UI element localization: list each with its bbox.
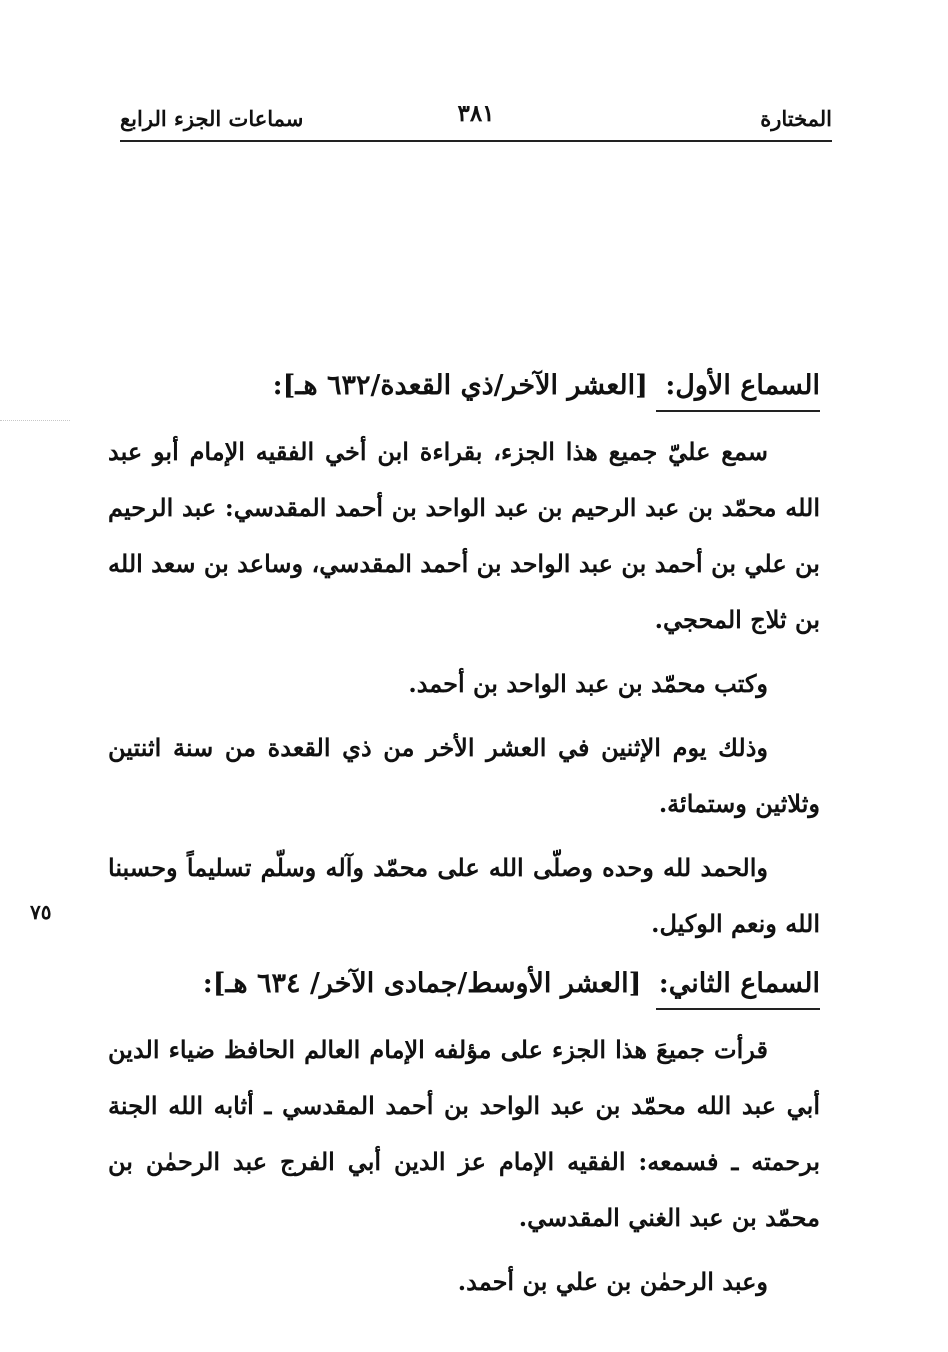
paragraph: وكتب محمّد بن عبد الواحد بن أحمد. xyxy=(408,669,768,698)
section-heading-date: [العشر الآخر/ذي القعدة/٦٣٢ هـ]: xyxy=(272,370,648,401)
paragraph: والحمد لله وحده وصلّى الله على محمّد وآله وسلّم تسليماً وحسبنا الله ونعم الوكيل. xyxy=(108,853,820,938)
margin-folio-number: ٧٥ xyxy=(30,900,52,924)
section-heading-second-audition xyxy=(108,960,820,1022)
paragraph: وذلك يوم الإثنين في العشر الأخر من ذي القعدة من سنة اثنتين وثلاثين وستمائة. xyxy=(108,733,820,818)
section-heading-underline xyxy=(656,1008,820,1010)
header-rule xyxy=(120,140,832,142)
section-heading-underline xyxy=(656,410,820,412)
paragraph: قرأت جميعَ هذا الجزء على مؤلفه الإمام العالم الحافظ ضياء الدين أبي عبد الله محمّد بن عبد الواحد بن أحمد المقدسي ـ أثابه الله الجنة برحمته ـ فسمعه: الفقيه الإمام عز الدين أبي الفرج عبد الرحمٰن بن محمّد بن عبد الغني المقدسي. xyxy=(108,1035,821,1232)
page-body xyxy=(108,362,820,1318)
section-heading-label: السماع الثاني: xyxy=(658,968,820,999)
scan-artifact-line xyxy=(0,420,70,421)
section-heading-date: [العشر الأوسط/جمادى الآخر/ ٦٣٤ هـ]: xyxy=(202,968,642,999)
header-book-title: المختارة xyxy=(760,106,832,131)
paragraph: سمع عليّ جميع هذا الجزء، بقراءة ابن أخي الفقيه الإمام أبو عبد الله محمّد بن عبد الرحيم بن عبد الواحد بن أحمد المقدسي: عبد الرحيم بن علي بن أحمد بن عبد الواحد بن أحمد المقدسي، وساعد بن سعد الله بن ثلاج المحجي. xyxy=(108,437,820,634)
running-header xyxy=(120,98,832,140)
header-chapter-title: سماعات الجزء الرابع xyxy=(120,106,304,131)
section-heading-first-audition xyxy=(108,362,820,424)
page-number: ٣٨١ xyxy=(457,100,495,127)
paragraph: وعبد الرحمٰن بن علي بن أحمد. xyxy=(457,1267,768,1296)
section-heading-label: السماع الأول: xyxy=(665,370,820,401)
